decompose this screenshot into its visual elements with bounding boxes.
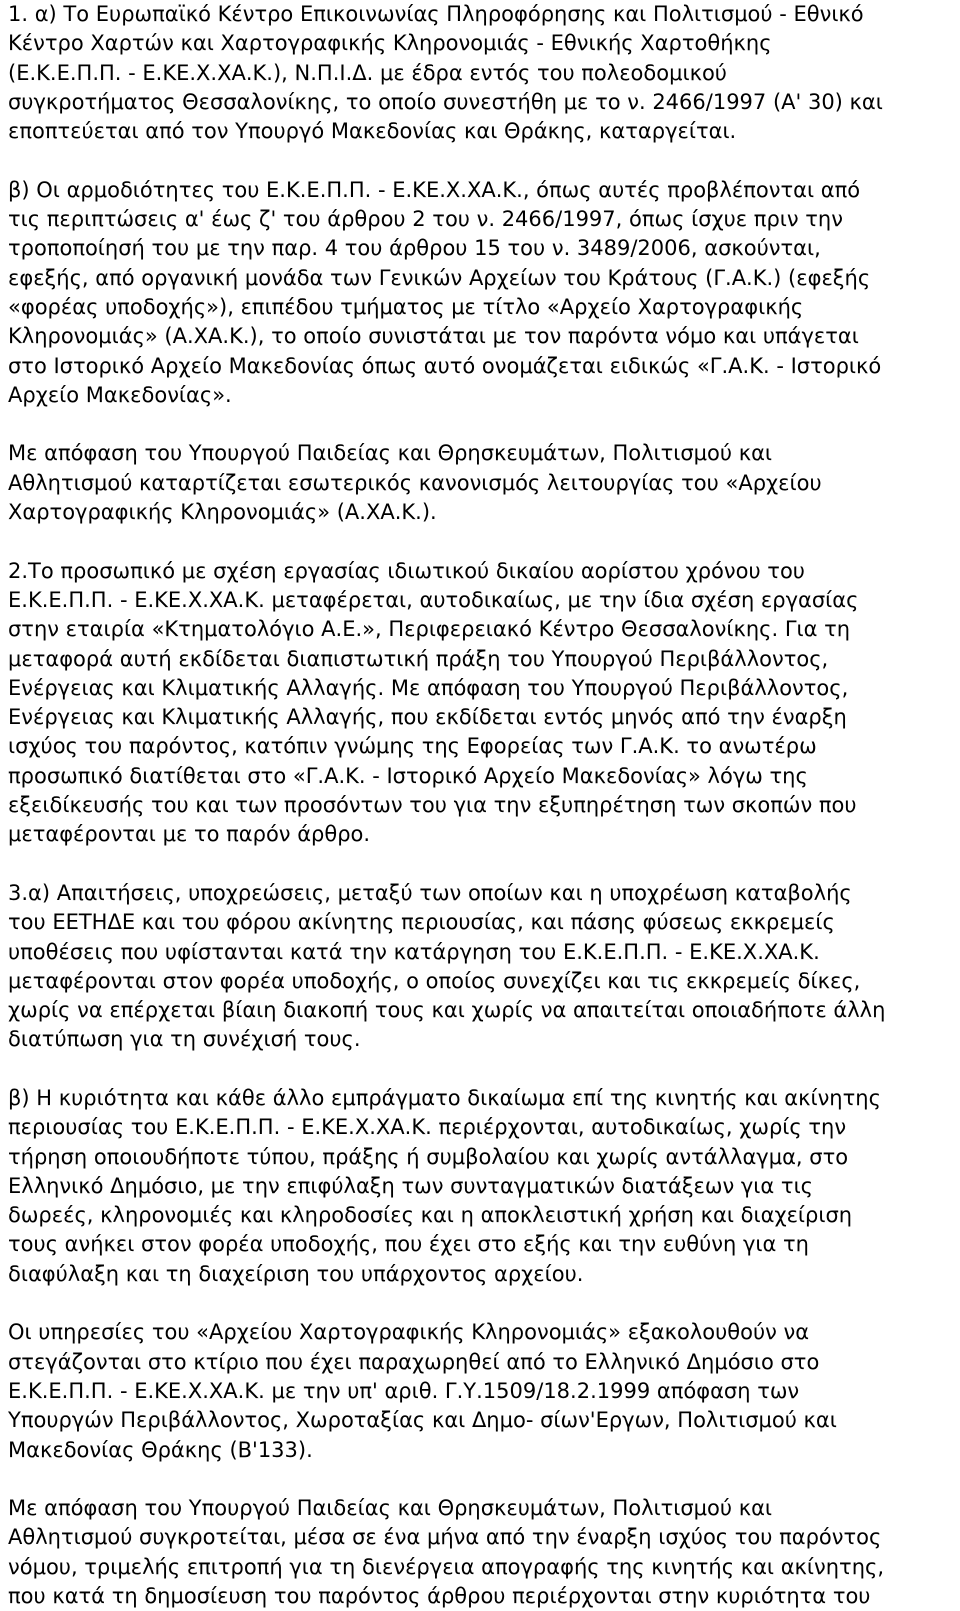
paragraph-gap: [8, 1055, 956, 1084]
paragraph-gap: [8, 1289, 956, 1318]
text-line: Με απόφαση του Υπουργού Παιδείας και Θρησκευμάτων, Πολιτισμού και: [8, 1496, 773, 1521]
text-line: υποθέσεις που υφίστανται κατά την κατάργηση του Ε.Κ.Ε.Π.Π. - Ε.ΚΕ.Χ.ΧΑ.Κ.: [8, 939, 820, 964]
text-line: νόμου, τριμελής επιτροπή για τη διενέργεια απογραφής της κινητής και ακίνητης,: [8, 1554, 885, 1579]
text-line: (Ε.Κ.Ε.Π.Π. - Ε.ΚΕ.Χ.ΧΑ.Κ.), Ν.Π.Ι.Δ. με έδρα εντός του πολεοδομικού: [8, 60, 727, 85]
text-line: τήρηση οποιουδήποτε τύπου, πράξης ή συμβολαίου και χωρίς αντάλλαγμα, στο: [8, 1144, 849, 1169]
paragraph: [8, 557, 956, 850]
paragraph-gap: [8, 527, 956, 556]
text-line: Χαρτογραφικής Κληρονομιάς» (Α.ΧΑ.Κ.).: [8, 500, 437, 525]
text-line: μεταφορά αυτή εκδίδεται διαπιστωτική πράξη του Υπουργού Περιβάλλοντος,: [8, 646, 829, 671]
text-line: Κληρονομιάς» (Α.ΧΑ.Κ.), το οποίο συνιστάται με τον παρόντα νόμο και υπάγεται: [8, 324, 859, 349]
text-line: 3.α) Απαιτήσεις, υποχρεώσεις, μεταξύ των οποίων και η υποχρέωση καταβολής: [8, 880, 852, 905]
text-line: του ΕΕΤΗΔΕ και του φόρου ακίνητης περιουσίας, και πάσης φύσεως εκκρεμείς: [8, 910, 835, 935]
paragraph-gap: [8, 146, 956, 175]
text-line: Κέντρο Χαρτών και Χαρτογραφικής Κληρονομιάς - Εθνικής Χαρτοθήκης: [8, 31, 772, 56]
paragraph: [8, 176, 956, 410]
text-line: Ενέργειας και Κλιματικής Αλλαγής. Με απόφαση του Υπουργού Περιβάλλοντος,: [8, 675, 849, 700]
text-line: ισχύος του παρόντος, κατόπιν γνώμης της Εφορείας των Γ.Α.Κ. το ανωτέρω: [8, 734, 817, 759]
paragraph: [8, 1084, 956, 1289]
text-line: τους ανήκει στον φορέα υποδοχής, που έχει στο εξής και την ευθύνη για τη: [8, 1232, 809, 1257]
text-line: στεγάζονται στο κτίριο που έχει παραχωρηθεί από το Ελληνικό Δημόσιο στο: [8, 1349, 820, 1374]
text-line: Μακεδονίας Θράκης (Β'133).: [8, 1437, 313, 1462]
document-page: [8, 0, 956, 1611]
text-line: δωρεές, κληρονομιές και κληροδοσίες και η αποκλειστική χρήση και διαχείριση: [8, 1203, 853, 1228]
paragraph: [8, 879, 956, 1055]
text-line: β) Οι αρμοδιότητες του Ε.Κ.Ε.Π.Π. - Ε.ΚΕ.Χ.ΧΑ.Κ., όπως αυτές προβλέπονται από: [8, 177, 861, 202]
text-line: που κατά τη δημοσίευση του παρόντος άρθρου περιέρχονται στην κυριότητα του: [8, 1584, 871, 1609]
text-line: Ενέργειας και Κλιματικής Αλλαγής, που εκδίδεται εντός μηνός από την έναρξη: [8, 705, 847, 730]
text-line: Οι υπηρεσίες του «Αρχείου Χαρτογραφικής Κληρονομιάς» εξακολουθούν να: [8, 1320, 810, 1345]
text-line: προσωπικό διατίθεται στο «Γ.Α.Κ. - Ιστορικό Αρχείο Μακεδονίας» λόγω της: [8, 763, 808, 788]
text-line: περιουσίας του Ε.Κ.Ε.Π.Π. - Ε.ΚΕ.Χ.ΧΑ.Κ. περιέρχονται, αυτοδικαίως, χωρίς την: [8, 1115, 847, 1140]
text-line: στο Ιστορικό Αρχείο Μακεδονίας όπως αυτό ονομάζεται ειδικώς «Γ.Α.Κ. - Ιστορικό: [8, 353, 882, 378]
paragraph: [8, 1494, 956, 1611]
text-line: 2.Το προσωπικό με σχέση εργασίας ιδιωτικού δικαίου αορίστου χρόνου του: [8, 558, 805, 583]
text-line: β) Η κυριότητα και κάθε άλλο εμπράγματο δικαίωμα επί της κινητής και ακίνητης: [8, 1085, 881, 1110]
text-line: τις περιπτώσεις α' έως ζ' του άρθρου 2 του ν. 2466/1997, όπως ίσχυε πριν την: [8, 207, 843, 232]
paragraph-gap: [8, 410, 956, 439]
paragraph: [8, 0, 956, 146]
text-line: Αρχείο Μακεδονίας».: [8, 382, 232, 407]
paragraph-gap: [8, 1465, 956, 1494]
text-line: συγκροτήματος Θεσσαλονίκης, το οποίο συνεστήθη με το ν. 2466/1997 (Α' 30) και: [8, 89, 883, 114]
text-line: εφεξής, από οργανική μονάδα των Γενικών Αρχείων του Κράτους (Γ.Α.Κ.) (εφεξής: [8, 265, 871, 290]
text-line: μεταφέρονται με το παρόν άρθρο.: [8, 822, 371, 847]
text-line: 1. α) Το Ευρωπαϊκό Κέντρο Επικοινωνίας Πληροφόρησης και Πολιτισμού - Εθνικό: [8, 2, 864, 26]
text-line: τροποποίησή του με την παρ. 4 του άρθρου 15 του ν. 3489/2006, ασκούνται,: [8, 236, 821, 261]
text-line: Αθλητισμού καταρτίζεται εσωτερικός κανονισμός λειτουργίας του «Αρχείου: [8, 470, 822, 495]
text-line: Με απόφαση του Υπουργού Παιδείας και Θρησκευμάτων, Πολιτισμού και: [8, 441, 773, 466]
text-line: στην εταιρία «Κτηματολόγιο Α.Ε.», Περιφερειακό Κέντρο Θεσσαλονίκης. Για τη: [8, 617, 851, 642]
text-line: «φορέας υποδοχής»), επιπέδου τμήματος με τίτλο «Αρχείο Χαρτογραφικής: [8, 294, 804, 319]
text-line: διατύπωση για τη συνέχισή τους.: [8, 1027, 361, 1052]
paragraph: [8, 439, 956, 527]
paragraph-gap: [8, 850, 956, 879]
text-line: Ελληνικό Δημόσιο, με την επιφύλαξη των συνταγματικών διατάξεων για τις: [8, 1173, 814, 1198]
text-line: Ε.Κ.Ε.Π.Π. - Ε.ΚΕ.Χ.ΧΑ.Κ. με την υπ' αριθ. Γ.Υ.1509/18.2.1999 απόφαση των: [8, 1378, 800, 1403]
text-line: Ε.Κ.Ε.Π.Π. - Ε.ΚΕ.Χ.ΧΑ.Κ. μεταφέρεται, αυτοδικαίως, με την ίδια σχέση εργασίας: [8, 587, 859, 612]
text-line: εξειδίκευσής του και των προσόντων του για την εξυπηρέτηση των σκοπών που: [8, 793, 857, 818]
text-line: Αθλητισμού συγκροτείται, μέσα σε ένα μήνα από την έναρξη ισχύος του παρόντος: [8, 1525, 882, 1550]
text-line: διαφύλαξη και τη διαχείριση του υπάρχοντος αρχείου.: [8, 1261, 584, 1286]
text-line: μεταφέρονται στον φορέα υποδοχής, ο οποίος συνεχίζει και τις εκκρεμείς δίκες,: [8, 968, 861, 993]
text-line: εποπτεύεται από τον Υπουργό Μακεδονίας και Θράκης, καταργείται.: [8, 119, 737, 144]
text-line: Υπουργών Περιβάλλοντος, Χωροταξίας και Δημο- σίων'Εργων, Πολιτισμού και: [8, 1408, 837, 1433]
paragraph: [8, 1318, 956, 1464]
text-line: χωρίς να επέρχεται βίαιη διακοπή τους και χωρίς να απαιτείται οποιαδήποτε άλλη: [8, 998, 886, 1023]
